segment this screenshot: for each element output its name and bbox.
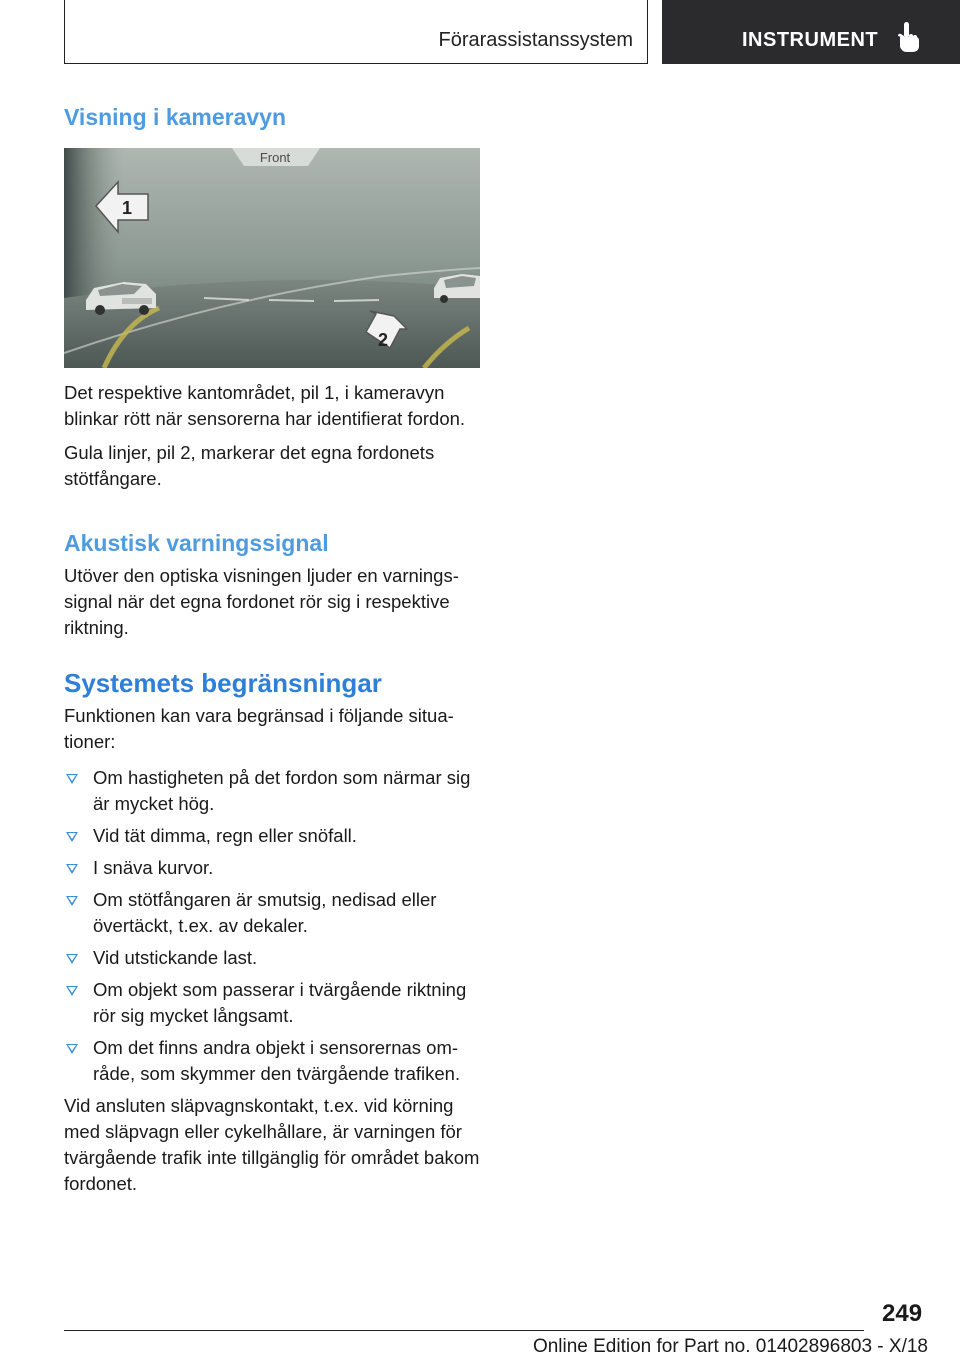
bullet-triangle-icon <box>66 774 78 784</box>
paragraph-yellow-lines: Gula linjer, pil 2, markerar det egna fordonets stötfångare. <box>64 442 435 489</box>
header-section-box <box>64 0 648 64</box>
front-label: Front <box>259 150 291 165</box>
bullet-triangle-icon <box>66 832 78 842</box>
camera-view-figure <box>64 148 480 368</box>
list-item: Om hastigheten på det fordon som närmar sig är mycket hög. <box>64 765 480 817</box>
heading-acoustic-warning: Akustisk varningssignal <box>64 530 329 556</box>
chapter-title: INSTRUMENT <box>742 29 879 51</box>
paragraph-trailer-note: Vid ansluten släpvagnskontakt, t.ex. vid körning med släpvagn eller cykelhållare, är varningen för tvärgående trafik inte tillgänglig för området bakom fordonet. <box>64 1095 480 1194</box>
paragraph-limits-intro: Funktionen kan vara begränsad i följande situationer: <box>64 705 454 752</box>
header-chapter-tab[interactable] <box>662 0 960 64</box>
limits-list <box>64 765 480 1087</box>
list-item: Vid utstickande last. <box>64 945 480 971</box>
paragraph-edge-area: Det respektive kantområdet, pil 1, i kameravyn blinkar rött när sensorerna har identifierat fordon. <box>64 382 466 429</box>
list-item: Om objekt som passerar i tvärgående riktning rör sig mycket långsamt. <box>64 977 480 1029</box>
bullet-triangle-icon <box>66 986 78 996</box>
list-item: Vid tät dimma, regn eller snöfall. <box>64 823 480 849</box>
page-content <box>64 100 480 1197</box>
heading-camera-view: Visning i kameravyn <box>64 104 287 130</box>
arrow-2-label: 2 <box>378 330 389 350</box>
list-item: Om det finns andra objekt i sensorernas område, som skymmer den tvärgående trafiken. <box>64 1035 480 1087</box>
bullet-triangle-icon <box>66 864 78 874</box>
bullet-triangle-icon <box>66 896 78 906</box>
section-title: Förarassistanssystem <box>438 29 633 51</box>
footer-edition-text: Online Edition for Part no. 01402896803 - X/18 <box>532 1336 928 1357</box>
pointing-hand-icon <box>895 22 921 54</box>
camera-view-image <box>64 148 480 368</box>
bullet-triangle-icon <box>66 1044 78 1054</box>
bullet-triangle-icon <box>66 954 78 964</box>
list-item: Om stötfångaren är smutsig, nedisad eller övertäckt, t.ex. av dekaler. <box>64 887 480 939</box>
footer-divider <box>64 1330 864 1331</box>
list-item: I snäva kurvor. <box>64 855 480 881</box>
page-number: 249 <box>882 1300 923 1327</box>
paragraph-acoustic-warning: Utöver den optiska visningen ljuder en varningssignal när det egna fordonet rör sig i respektive riktning. <box>64 565 459 638</box>
arrow-1-label: 1 <box>122 198 133 218</box>
heading-system-limits: Systemets begränsningar <box>64 668 382 698</box>
